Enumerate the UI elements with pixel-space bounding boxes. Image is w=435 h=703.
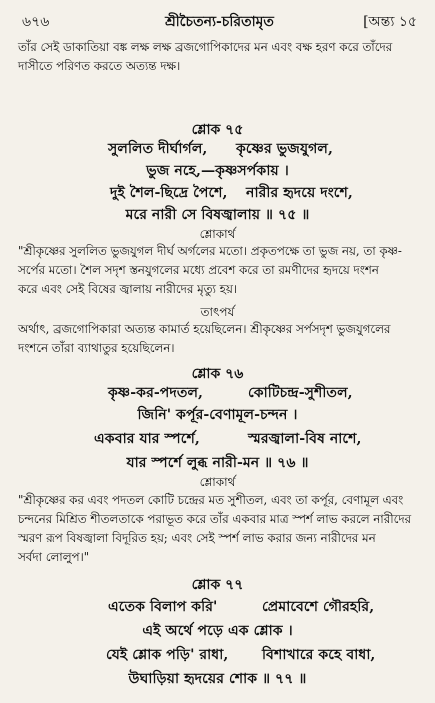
intro-paragraph [18,38,417,76]
translation-line: "শ্রীকৃষ্ণের কর এবং পদতল কোটি চন্দ্রের মত সুশীতল, এবং তা কর্পূর, বেণামূল এবং [18,493,404,507]
running-title: শ্রীচৈতন্য-চরিতামৃত [165,14,274,30]
verse-75-translation-heading: শ্লোকার্থ [199,227,236,241]
verse-line: প্রেমাবেশে গৌরহরি, [262,599,375,615]
verse-75-purport [18,320,417,358]
verse-line: যেই শ্লোক পড়ি' রাধা, [106,647,229,663]
verse-76-translation-heading: শ্লোকার্থ [199,475,236,489]
verse-77-heading: শ্লোক ৭৭ [191,577,244,593]
purport-line: অর্থাৎ, ব্রজগোপিকারা অত্যন্ত কামার্ত হয়েছিলেন। শ্রীকৃষ্ণের সর্পসদৃশ ভুজযুগলের [18,322,391,336]
verse-line: যার স্পর্শে লুব্ধ নারী-মন ॥ ৭৬ ॥ [126,455,309,471]
verse-line: বিশাখারে কহে বাধা, [262,647,376,663]
verse-76-translation [18,491,417,567]
purport-line: দংশনে তাঁরা ব্যাথাতুর হয়েছিলেন। [18,341,175,355]
verse-75-translation [18,242,417,299]
verse-line: এতেক বিলাপ করি' [108,599,218,615]
verse-line: নারীর হৃদয়ে দংশে, [246,185,353,201]
translation-line: স্মরণ রূপ বিষজ্বালা বিদূরিত হয়; এবং সেই স্পর্শ লাভ করার জন্য নারীদের মন [18,531,376,545]
intro-line: দাসীতে পরিণত করতে অত্যন্ত দক্ষ। [18,59,181,73]
verse-line: কৃষ্ণ-কর-পদতল, [108,385,203,401]
verse-line: সুললিত দীর্ঘার্গল, [108,141,208,157]
verse-line: জিনি' কর্পূর-বেণামূল-চন্দন । [137,407,298,423]
intro-line: তাঁর সেই ডাকাতিয়া বঙ্ক লক্ষ লক্ষ ব্রজগোপিকাদের মন এবং বক্ষ হরণ করে তাঁদের [18,40,393,54]
section-marker: [অন্ত্য ১৫ [363,14,417,30]
verse-line: কৃষ্ণের ভুজযুগল, [236,141,333,157]
verse-76-heading: শ্লোক ৭৬ [191,366,244,382]
verse-line: ভুজ নহে,—কৃষ্ণসর্পকায় । [146,163,289,179]
verse-line: স্মরজ্বালা-বিষ নাশে, [248,431,362,447]
translation-line: চন্দনের মিশ্রিত শীতলতাকে পরাভূত করে তাঁর একবার মাত্র স্পর্শ লাভ করলে নারীদের [18,512,412,526]
verse-75-purport-heading: তাৎপর্য [200,305,235,319]
translation-line: করে এবং সেই বিষের জ্বালায় নারীদের মৃত্যু হয়। [18,282,238,296]
translation-line: সর্বদা লোলুপ।" [18,550,90,564]
translation-line: সর্পের মতো। শৈল সদৃশ স্তনযুগলের মধ্যে প্রবেশ করে তা রমণীদের হৃদয়ে দংশন [18,263,379,277]
page-header [22,10,417,32]
verse-75-heading: শ্লোক ৭৫ [191,122,244,138]
verse-line: উঘাড়িয়া হৃদয়ের শোক ॥ ৭৭ ॥ [128,671,307,687]
verse-line: একবার যার স্পর্শে, [94,431,200,447]
page-number: ৬৭৬ [22,14,50,30]
verse-line: এই অর্থে পড়ে এক শ্লোক । [142,623,293,639]
verse-line: দুই শৈল-ছিদ্রে পৈশে, [110,185,228,201]
verse-line: মরে নারী সে বিষজ্বালায় ॥ ৭৫ ॥ [125,207,310,223]
verse-line: কোটিচন্দ্র-সুশীতল, [248,385,353,401]
translation-line: "শ্রীকৃষ্ণের সুললিত ভুজযুগল দীর্ঘ অর্গলের মতো। প্রকৃতপক্ষে তা ভুজ নয়, তা কৃষ্ণ- [18,244,402,258]
